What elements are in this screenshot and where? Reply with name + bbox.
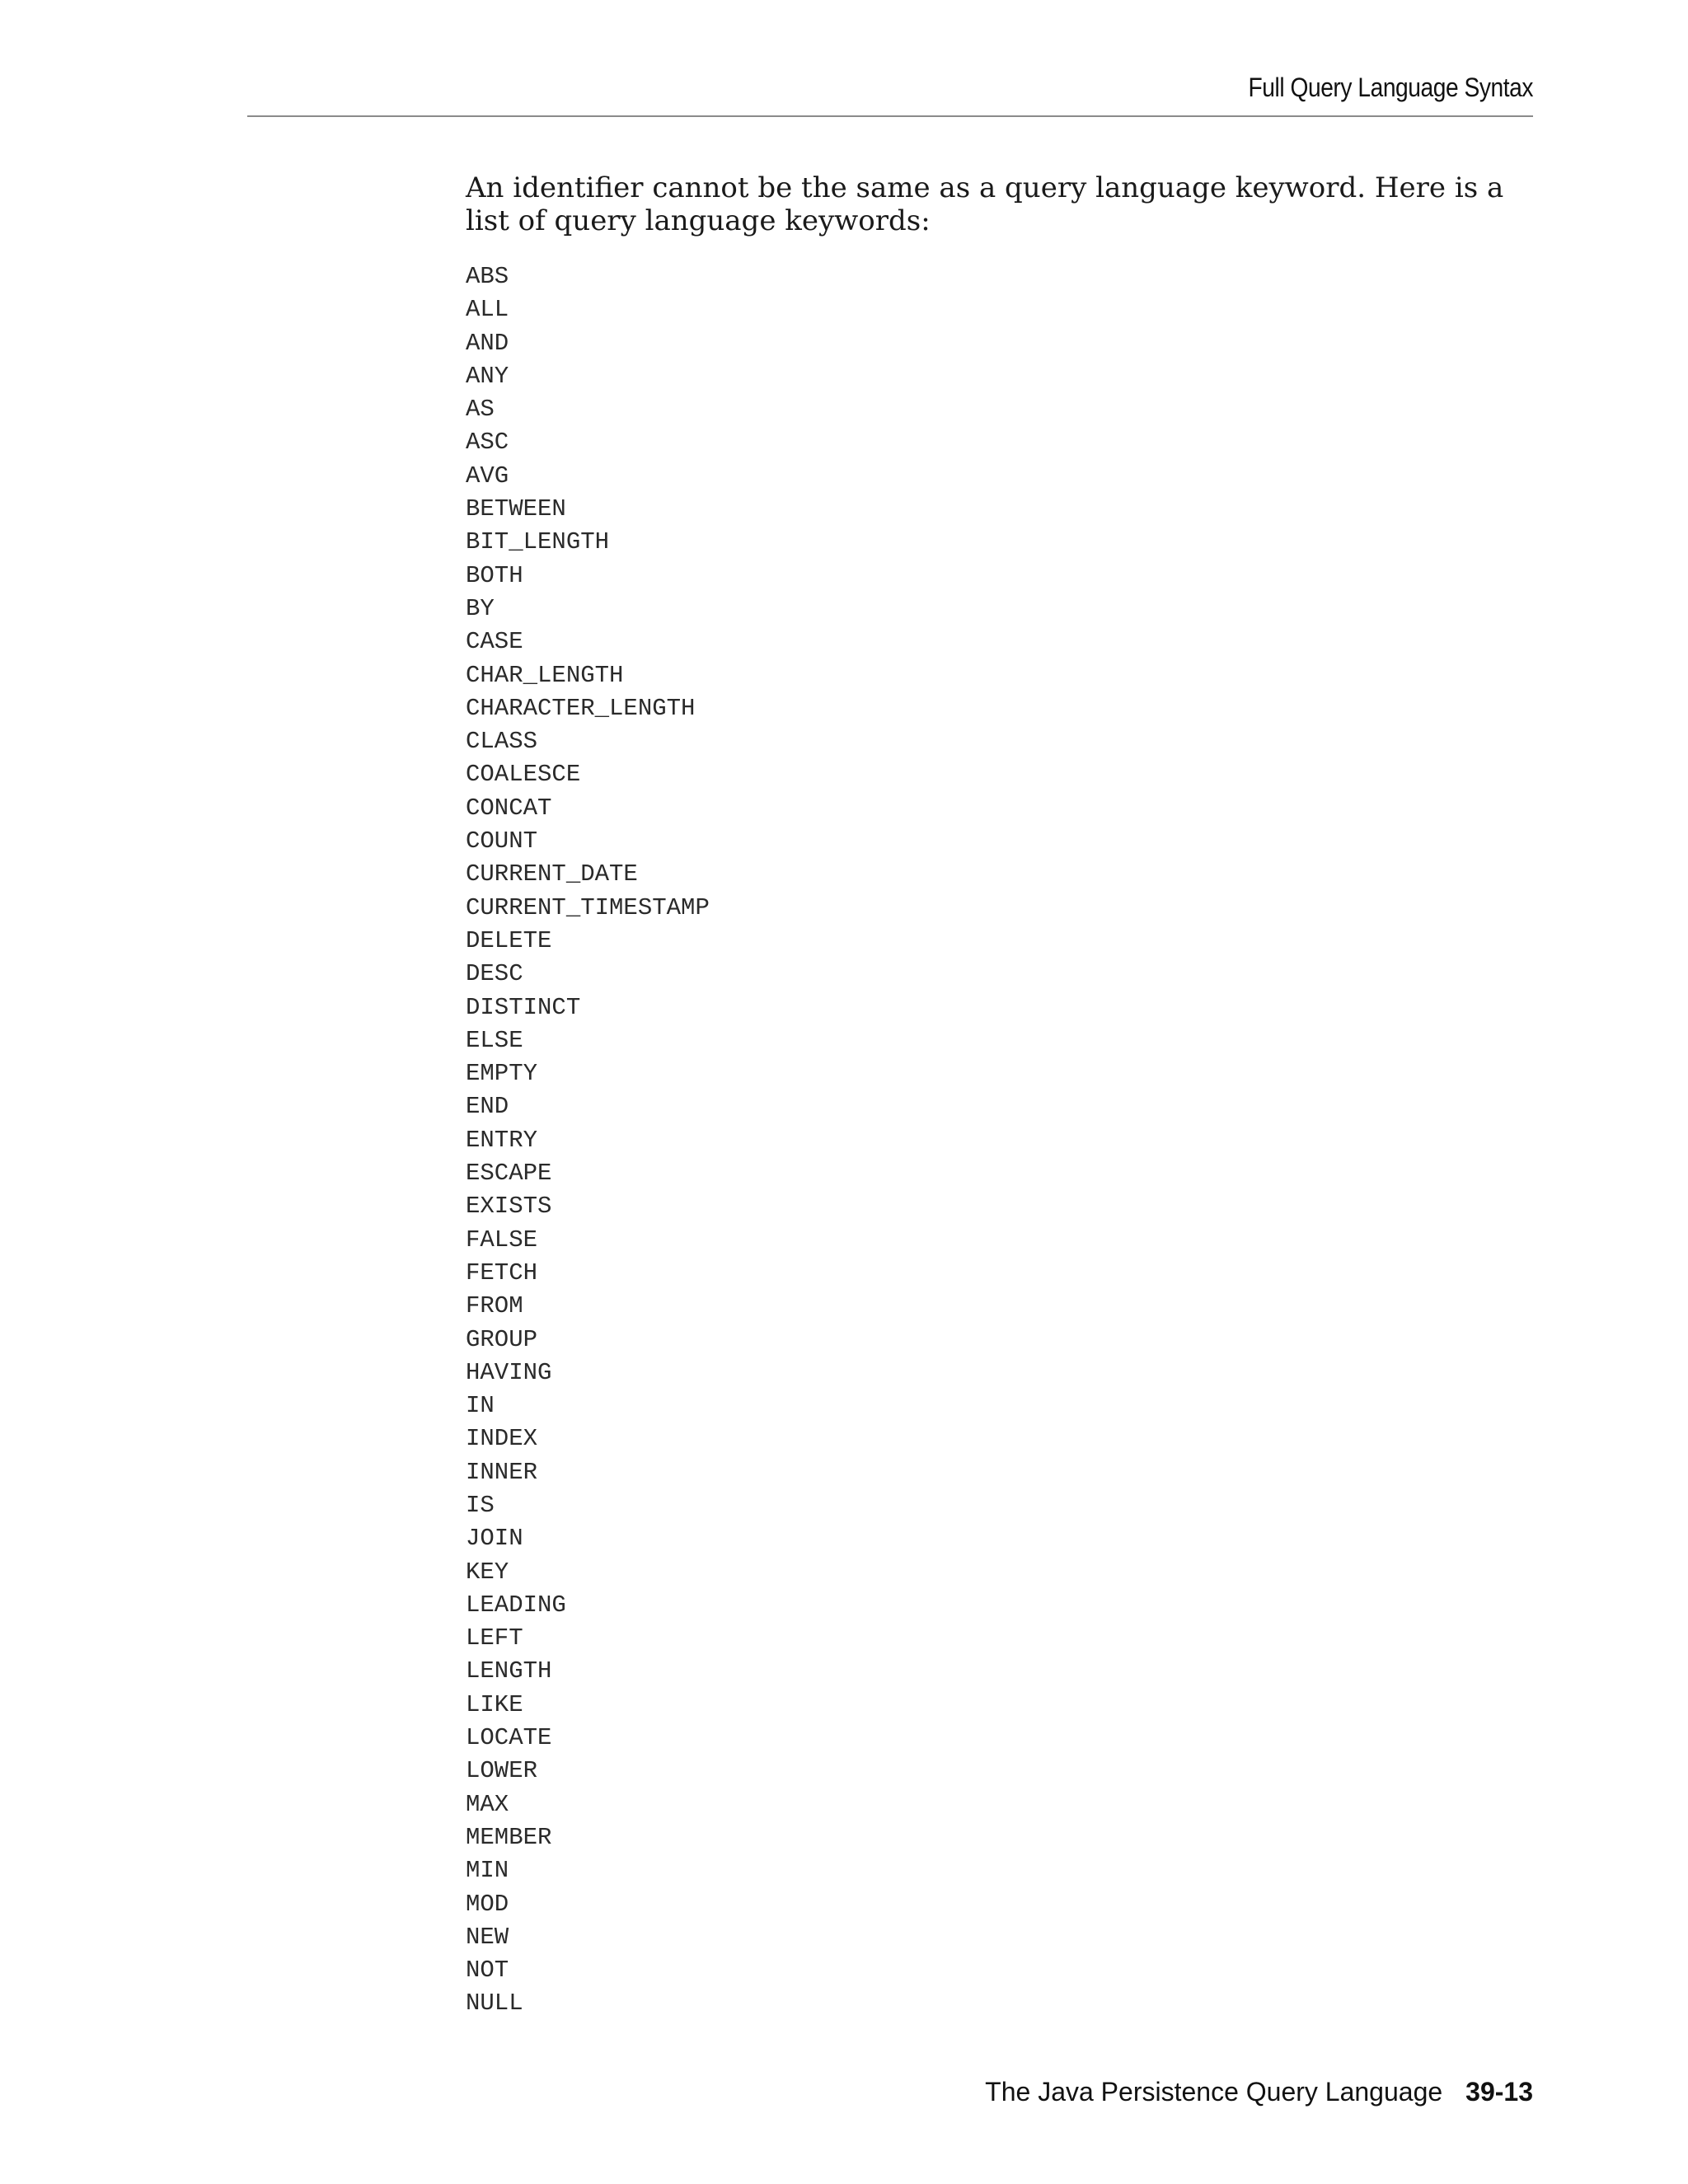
keyword-item: AS — [466, 396, 495, 424]
keyword-item: MEMBER — [466, 1823, 552, 1851]
keyword-item: BIT_LENGTH — [466, 528, 610, 556]
keyword-item: INNER — [466, 1458, 538, 1486]
footer-page-number: 39-13 — [1465, 2077, 1533, 2107]
keyword-item: END — [466, 1093, 509, 1121]
intro-paragraph: An identifier cannot be the same as a query language keyword. Here is a list of query language keywords: — [466, 171, 1504, 237]
keyword-item: ASC — [466, 429, 509, 457]
keyword-item: NULL — [466, 1990, 523, 2018]
keyword-item: LOWER — [466, 1757, 538, 1785]
keyword-item: GROUP — [466, 1325, 538, 1353]
keyword-item: CHARACTER_LENGTH — [466, 694, 696, 722]
keyword-item: DESC — [466, 960, 523, 988]
keyword-item: CONCAT — [466, 794, 552, 822]
keyword-item: LEFT — [466, 1624, 523, 1652]
header-rule — [247, 115, 1533, 117]
footer-chapter-title: The Java Persistence Query Language — [985, 2077, 1443, 2107]
keyword-item: CURRENT_DATE — [466, 860, 638, 888]
keyword-item: COUNT — [466, 827, 538, 855]
keyword-item: NEW — [466, 1923, 509, 1951]
keyword-item: CHAR_LENGTH — [466, 661, 624, 689]
keyword-list — [466, 260, 710, 2021]
keyword-item: BY — [466, 594, 495, 622]
keyword-item: DISTINCT — [466, 993, 581, 1021]
keyword-item: CLASS — [466, 728, 538, 756]
keyword-item: KEY — [466, 1558, 509, 1586]
keyword-item: ANY — [466, 362, 509, 390]
keyword-item: AND — [466, 329, 509, 357]
keyword-item: AVG — [466, 462, 509, 490]
keyword-item: JOIN — [466, 1525, 523, 1553]
keyword-item: FROM — [466, 1292, 523, 1320]
keyword-item: MAX — [466, 1790, 509, 1818]
keyword-item: MOD — [466, 1890, 509, 1918]
keyword-item: EXISTS — [466, 1193, 552, 1221]
keyword-item: ENTRY — [466, 1126, 538, 1154]
keyword-item: NOT — [466, 1957, 509, 1985]
keyword-item: ESCAPE — [466, 1160, 552, 1188]
keyword-item: MIN — [466, 1857, 509, 1885]
keyword-item: IS — [466, 1491, 495, 1519]
keyword-item: EMPTY — [466, 1060, 538, 1088]
keyword-item: ELSE — [466, 1026, 523, 1054]
keyword-item: IN — [466, 1392, 495, 1420]
running-header: Full Query Language Syntax — [1248, 73, 1533, 102]
keyword-item: CURRENT_TIMESTAMP — [466, 893, 710, 921]
keyword-item: INDEX — [466, 1425, 538, 1453]
keyword-item: LEADING — [466, 1591, 566, 1619]
keyword-item: BETWEEN — [466, 495, 566, 523]
keyword-item: LENGTH — [466, 1657, 552, 1685]
keyword-item: ABS — [466, 263, 509, 290]
keyword-item: BOTH — [466, 561, 523, 589]
keyword-item: LIKE — [466, 1690, 523, 1718]
keyword-item: ALL — [466, 296, 509, 324]
running-footer — [247, 2077, 1533, 2107]
keyword-item: LOCATE — [466, 1724, 552, 1752]
keyword-item: DELETE — [466, 926, 552, 954]
keyword-item: FALSE — [466, 1226, 538, 1254]
keyword-item: FETCH — [466, 1258, 538, 1286]
keyword-item: COALESCE — [466, 761, 581, 789]
keyword-item: HAVING — [466, 1358, 552, 1386]
keyword-item: CASE — [466, 628, 523, 656]
